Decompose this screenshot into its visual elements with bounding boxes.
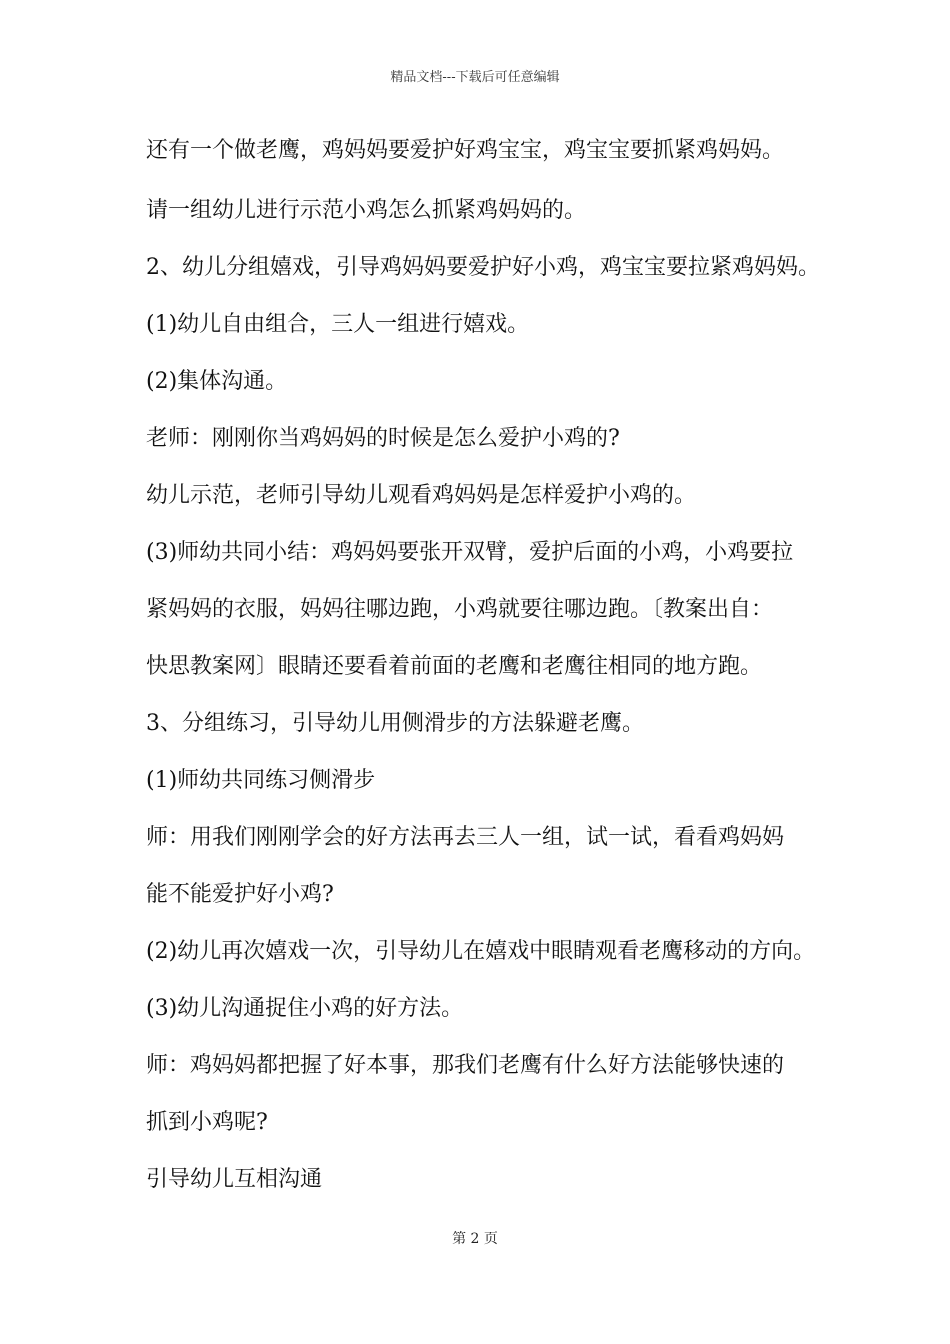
text-line: 师：鸡妈妈都把握了好本事，那我们老鹰有什么好方法能够快速的 bbox=[146, 1053, 785, 1078]
text-line: 请一组幼儿进行示范小鸡怎么抓紧鸡妈妈的。 bbox=[146, 198, 587, 223]
text-line: (1)幼儿自由组合，三人一组进行嬉戏。 bbox=[146, 312, 530, 337]
page-footer: 第 2 页 bbox=[452, 1231, 498, 1247]
text-line: 还有一个做老鹰，鸡妈妈要爱护好鸡宝宝，鸡宝宝要抓紧鸡妈妈。 bbox=[146, 138, 785, 163]
text-line: 能不能爱护好小鸡? bbox=[146, 882, 334, 907]
text-line: (3)师幼共同小结：鸡妈妈要张开双臂，爱护后面的小鸡，小鸡要拉 bbox=[146, 540, 794, 565]
text-line: 快思教案网〕眼睛还要看着前面的老鹰和老鹰往相同的地方跑。 bbox=[146, 654, 763, 679]
page-header: 精品文档---下载后可任意编辑 bbox=[390, 70, 560, 85]
text-line: (2)幼儿再次嬉戏一次，引导幼儿在嬉戏中眼睛观看老鹰移动的方向。 bbox=[146, 939, 816, 964]
text-line: 师：用我们刚刚学会的好方法再去三人一组，试一试，看看鸡妈妈 bbox=[146, 825, 785, 850]
text-line: 引导幼儿互相沟通 bbox=[146, 1167, 323, 1192]
text-line: 紧妈妈的衣服，妈妈往哪边跑，小鸡就要往哪边跑。〔教案出自： bbox=[146, 597, 774, 622]
text-line: 幼儿示范，老师引导幼儿观看鸡妈妈是怎样爱护小鸡的。 bbox=[146, 483, 697, 508]
text-line: 3、分组练习，引导幼儿用侧滑步的方法躲避老鹰。 bbox=[146, 711, 644, 736]
text-line: 抓到小鸡呢? bbox=[146, 1110, 268, 1135]
text-line: (1)师幼共同练习侧滑步 bbox=[146, 768, 376, 793]
text-line: 2、幼儿分组嬉戏，引导鸡妈妈要爱护好小鸡，鸡宝宝要拉紧鸡妈妈。 bbox=[146, 255, 820, 280]
text-line: (2)集体沟通。 bbox=[146, 369, 288, 394]
text-line: (3)幼儿沟通捉住小鸡的好方法。 bbox=[146, 996, 464, 1021]
text-line: 老师：刚刚你当鸡妈妈的时候是怎么爱护小鸡的? bbox=[146, 426, 620, 451]
